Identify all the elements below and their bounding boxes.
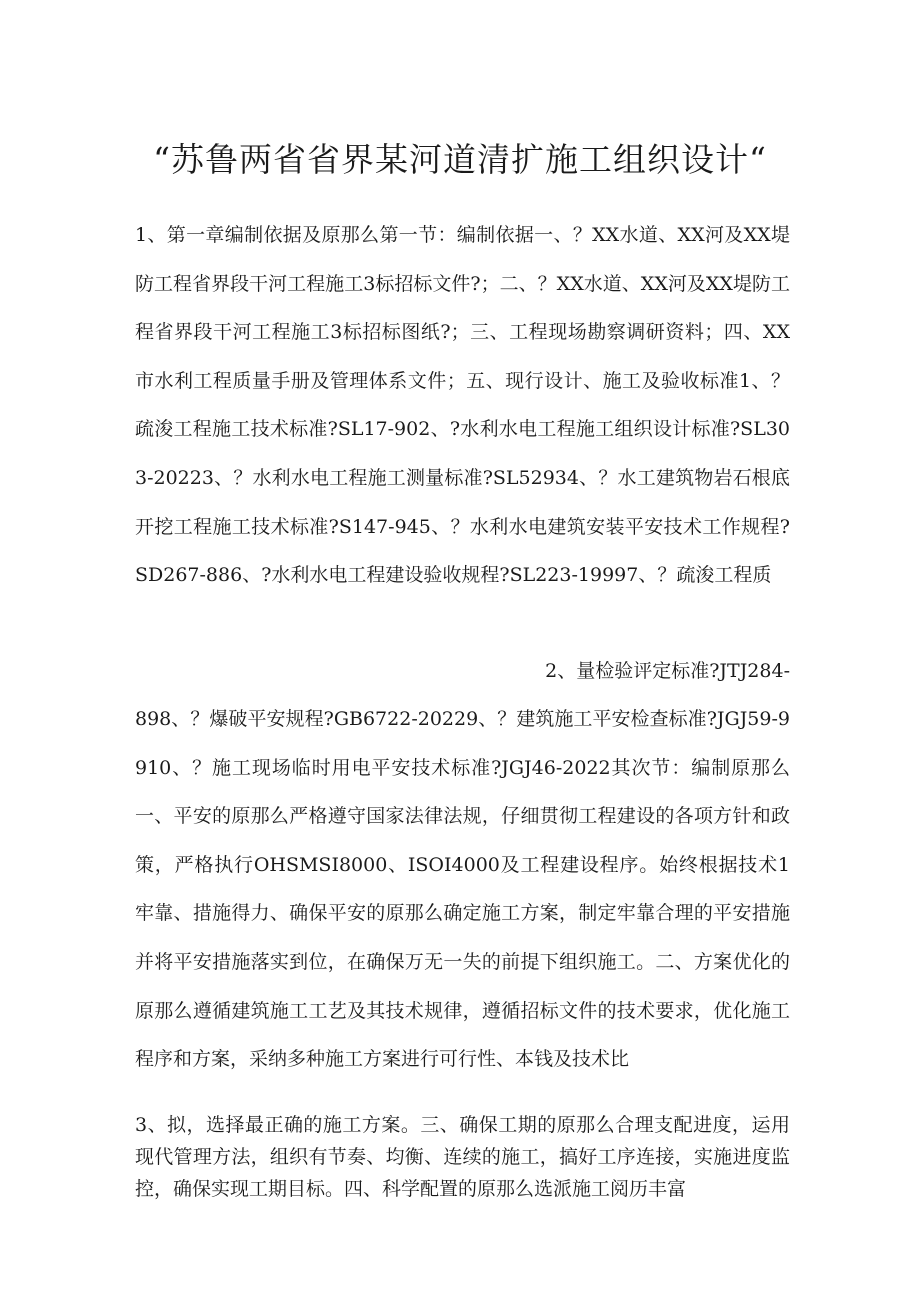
document-title: “苏鲁两省省界某河道清扩施工组织设计“ [153,140,767,179]
paragraph-2-lead: 2、量检验评定标准?JTJ284- [545,660,790,682]
paragraph-2: 898、？爆破平安规程?GB6722-20229、？建筑施工平安检查标准?JGJ59-9910、？施工现场临时用电平安技术标准?JGJ46-2022其次节：编制原那么一、平安的原那么严格遵守国家法律法规，仔细贯彻工程建设的各项方针和政策，严格执行OHSMSI8000、ISOI4000及工程建设程序。始终根据技术1牢靠、措施得力、确保平安的原那么确定施工方案，制定牢靠合理的平安措施并将平安措施落实到位，在确保万无一失的前提下组织施工。二、方案优化的原那么遵循建筑施工工艺及其技术规律，遵循招标文件的技术要求，优化施工程序和方案，采纳多种施工方案进行可行性、本钱及技术比 [135,708,790,1071]
paragraph-1: 1、第一章编制依据及原那么第一节：编制依据一、？XX水道、XX河及XX堤防工程省界段干河工程施工3标招标文件?；二、？XX水道、XX河及XX堤防工程省界段干河工程施工3标招标图纸?；三、工程现场勘察调研资料；四、XX市水利工程质量手册及管理体系文件；五、现行设计、施工及验收标准1、？疏浚工程施工技术标准?SL17-902、?水利水电工程施工组织设计标准?SL303-20223、？水利水电工程施工测量标准?SL52934、？水工建筑物岩石根底开挖工程施工技术标准?S147-945、？水利水电建筑安装平安技术工作规程?SD267-886、?水利水电工程建设验收规程?SL223-19997、？疏浚工程质 [135,224,790,587]
paragraph-3: 3、拟，选择最正确的施工方案。三、确保工期的原那么合理支配进度，运用现代管理方法，组织有节奏、均衡、连续的施工，搞好工序连接，实施进度监控，确保实现工期目标。四、科学配置的原那么选派施工阅历丰富 [135,1114,790,1200]
